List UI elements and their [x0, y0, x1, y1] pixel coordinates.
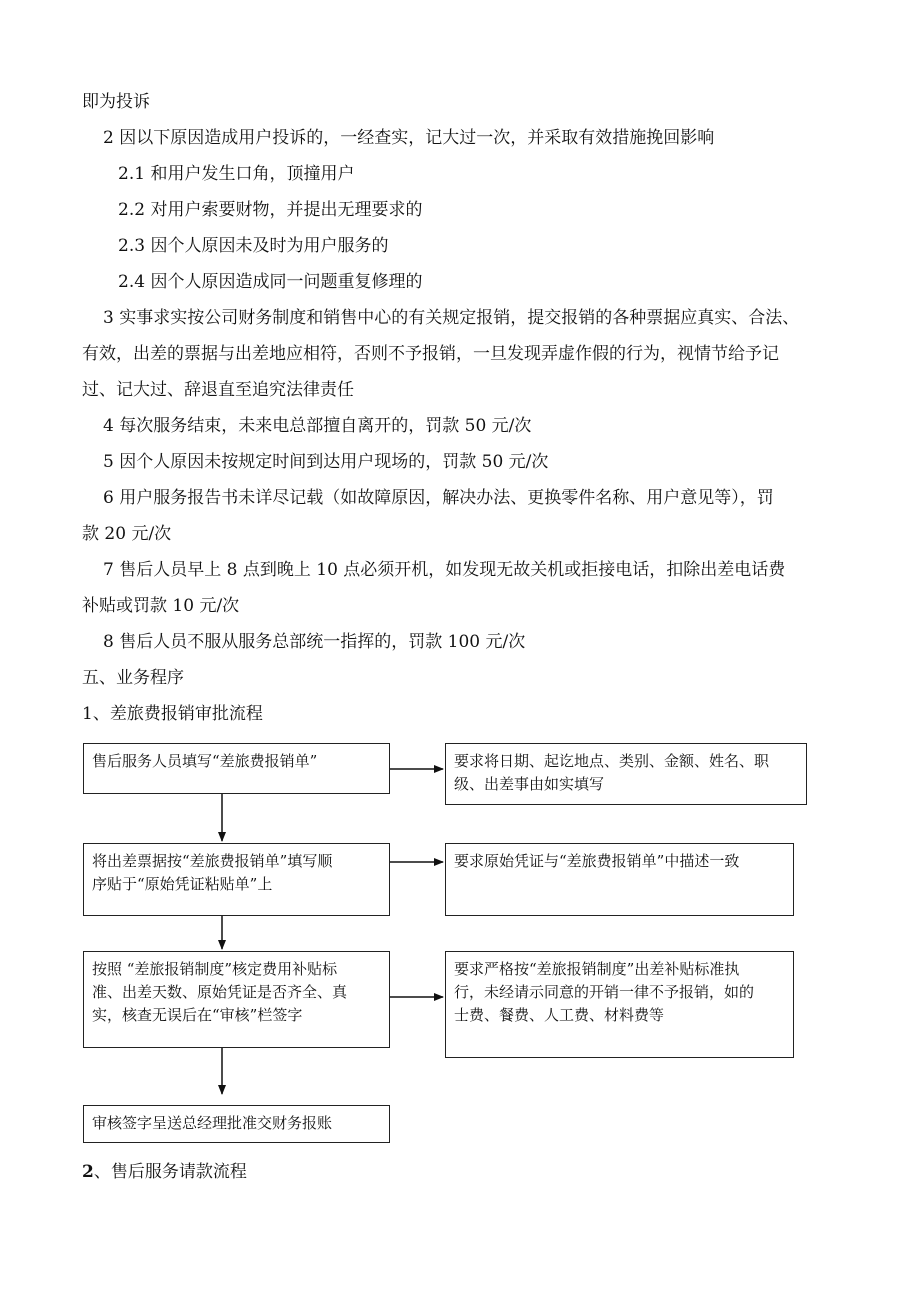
rule-3-line-3: 过、记大过、辞退直至追究法律责任 — [82, 380, 354, 400]
box-text: 准、出差天数、原始凭证是否齐全、真 — [92, 983, 348, 1001]
flow-step-fill-form — [83, 743, 390, 794]
rule-2-1: 2.1 和用户发生口角，顶撞用户 — [118, 164, 355, 184]
paragraph-line: 即为投诉 — [82, 92, 150, 112]
rule-5: 5 因个人原因未按规定时间到达用户现场的，罚款 50 元/次 — [103, 452, 549, 472]
box-text: 级、出差事由如实填写 — [454, 775, 605, 793]
box-text: 审核签字呈送总经理批准交财务报账 — [92, 1114, 333, 1132]
rule-3-line-2: 有效，出差的票据与出差地应相符，否则不予报销，一旦发现弄虚作假的行为，视情节给予记 — [82, 344, 779, 364]
rule-2-4: 2.4 因个人原因造成同一问题重复修理的 — [118, 272, 423, 292]
box-text: 要求原始凭证与“差旅费报销单”中描述一致 — [454, 852, 740, 870]
rule-4: 4 每次服务结束，未来电总部擅自离开的，罚款 50 元/次 — [103, 416, 532, 436]
rule-8: 8 售后人员不服从服务总部统一指挥的，罚款 100 元/次 — [103, 632, 526, 652]
box-text: 要求将日期、起讫地点、类别、金额、姓名、职 — [454, 752, 770, 770]
box-text: 将出差票据按“差旅费报销单”填写顺 — [92, 852, 333, 870]
subsection-title: 、售后服务请款流程 — [93, 1162, 247, 1182]
box-text: 序贴于“原始凭证粘贴单”上 — [92, 875, 273, 893]
box-text: 士费、餐费、人工费、材料费等 — [454, 1006, 665, 1024]
box-text: 按照 “差旅报销制度”核定费用补贴标 — [92, 960, 338, 978]
subsection-number: 2 — [82, 1162, 94, 1182]
section-heading: 五、业务程序 — [82, 668, 184, 688]
flow-note-receipts-match — [445, 843, 794, 916]
rule-2-2: 2.2 对用户索要财物，并提出无理要求的 — [118, 200, 423, 220]
flow-step-submit-to-finance — [83, 1105, 390, 1143]
rule-7-line-2: 补贴或罚款 10 元/次 — [82, 596, 240, 616]
subsection-heading: 1、差旅费报销审批流程 — [82, 704, 263, 724]
rule-6-line-2: 款 20 元/次 — [82, 524, 172, 544]
box-text: 要求严格按“差旅报销制度”出差补贴标准执 — [454, 960, 740, 978]
rule-2: 2 因以下原因造成用户投诉的，一经查实，记大过一次，并采取有效措施挽回影响 — [103, 128, 715, 148]
rule-2-3: 2.3 因个人原因未及时为用户服务的 — [118, 236, 389, 256]
rule-3-line-1: 3 实事求实按公司财务制度和销售中心的有关规定报销，提交报销的各种票据应真实、合法、 — [103, 308, 800, 328]
flow-step-verify-and-sign — [83, 951, 390, 1048]
flow-note-strict-standards — [445, 951, 794, 1058]
flow-step-attach-receipts — [83, 843, 390, 916]
box-text: 行，未经请示同意的开销一律不予报销，如的 — [454, 983, 755, 1001]
box-text: 售后服务人员填写“差旅费报销单” — [92, 752, 318, 770]
rule-7-line-1: 7 售后人员早上 8 点到晚上 10 点必须开机，如发现无故关机或拒接电话，扣除出差电话费 — [103, 560, 786, 580]
flow-note-fill-requirements — [445, 743, 807, 805]
rule-6-line-1: 6 用户服务报告书未详尽记载（如故障原因，解决办法、更换零件名称、用户意见等），罚 — [103, 488, 774, 508]
box-text: 实，核查无误后在“审核”栏签字 — [92, 1006, 303, 1024]
